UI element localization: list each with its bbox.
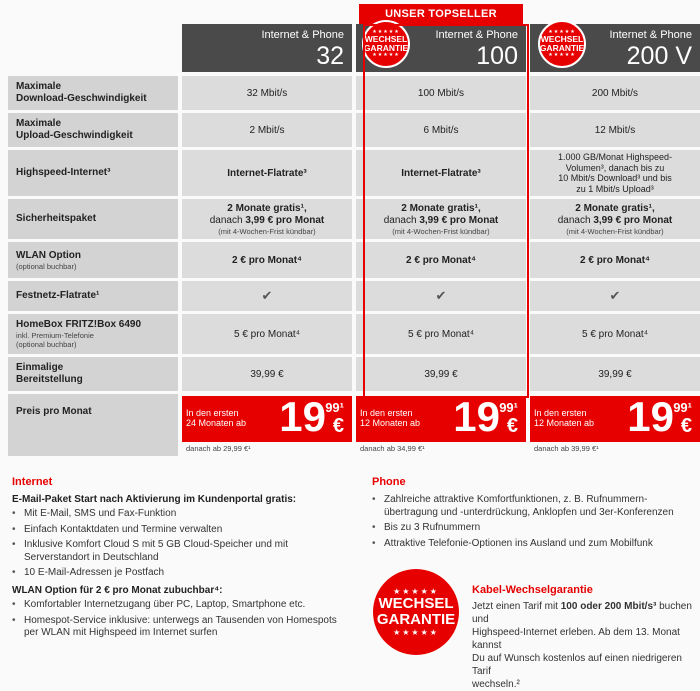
cell-value (182, 199, 352, 239)
cell-value: 6 Mbit/s (356, 113, 526, 147)
list-item: • Bis zu 3 Rufnummern (372, 522, 697, 535)
currency-symbol: € (332, 415, 344, 437)
cell-value: 2 Mbit/s (182, 113, 352, 147)
price-cents (325, 402, 344, 414)
cell-value: 100 Mbit/s (356, 76, 526, 110)
check-icon: ✔ (182, 281, 352, 311)
cell-value: 5 € pro Monat⁴ (182, 314, 352, 354)
text-line (472, 600, 698, 626)
plan-header-200v (530, 24, 700, 72)
item-line: Inklusive Komfort Cloud S mit 5 GB Cloud-Speicher und mit (24, 539, 288, 550)
cell-value: 32 Mbit/s (182, 76, 352, 110)
value-line: 1.000 GB/Monat Highspeed- (557, 152, 673, 162)
footnote-mark: ¹ (687, 400, 692, 415)
email-heading: E-Mail-Paket Start nach Aktivierung im Kundenportal gratis: (12, 494, 297, 505)
value-line: Volumen³, danach bis zu (565, 162, 665, 173)
cents-value: 99 (325, 400, 340, 415)
price-text-line: 24 Monaten ab (186, 418, 247, 428)
badge-line: GARANTIE (539, 43, 585, 53)
price-text-line: 12 Monaten ab (534, 418, 595, 428)
label-line: Download-Geschwindigkeit (16, 93, 147, 104)
label-line: WLAN Option (16, 249, 81, 261)
cell-value: 200 Mbit/s (530, 76, 700, 110)
kabel-text (472, 600, 698, 691)
row-label: Highspeed-Internet³ (8, 150, 178, 196)
list-item: • 10 E-Mail-Adressen je Postfach (12, 567, 352, 580)
label-line: Bereitstellung (16, 374, 83, 385)
item-line: Serverstandort in Deutschland (24, 551, 159, 563)
price-after: danach ab 39,99 €¹ (534, 444, 599, 453)
row-label (8, 242, 178, 278)
row-setup (8, 357, 700, 391)
plan-header-32 (182, 24, 352, 72)
row-label: Sicherheitspaket (8, 199, 178, 239)
footnote-mark: ¹ (339, 400, 344, 415)
price-after: danach ab 29,99 €¹ (186, 444, 251, 453)
price-euros: 19 (453, 393, 500, 440)
cell-value: 39,99 € (530, 357, 700, 391)
text-line: wechseln.² (472, 679, 520, 690)
row-label (8, 314, 178, 354)
price-euros: 19 (279, 393, 326, 440)
price-text (534, 408, 594, 428)
cell-value: 39,99 € (182, 357, 352, 391)
item-line: übertragung und -unterdrückung, Anklopfen und 3er-Konferenzen (384, 506, 674, 518)
label-note: (optional buchbar) (16, 340, 77, 349)
phone-title: Phone (372, 476, 406, 488)
list-item: • Komfortabler Internetzugang über PC, Laptop, Smartphone etc. (12, 599, 352, 612)
label-line: Einmalige (16, 362, 64, 373)
cell-value: 2 € pro Monat⁴ (356, 242, 526, 278)
text-line: Highspeed-Internet erleben. Ab dem 13. Monat kannst (472, 627, 680, 651)
plan-name: 200 V (626, 42, 692, 70)
item-line: Zahlreiche attraktive Komfortfunktionen, z. B. Rufnummern- (384, 494, 648, 505)
price-after: danach ab 34,99 €¹ (360, 444, 425, 453)
wechselgarantie-big-badge (373, 569, 459, 655)
price-text (360, 408, 420, 428)
list-item (12, 539, 352, 564)
wlan-heading: WLAN Option für 2 € pro Monat zubuchbar⁴: (12, 585, 223, 596)
stars-icon: ★★★★★ (372, 52, 400, 58)
cell-value: 12 Mbit/s (530, 113, 700, 147)
badge-line: WECHSEL (378, 595, 454, 612)
price-box-32 (182, 392, 352, 458)
list-item (372, 494, 697, 519)
price-text-line: In den ersten (186, 408, 239, 418)
value-line: 3,99 € pro Monat (245, 214, 325, 226)
wlan-list (12, 599, 352, 643)
cell-value (530, 150, 700, 196)
label-line: Maximale (16, 118, 62, 129)
cell-value: 2 € pro Monat⁴ (530, 242, 700, 278)
stars-icon: ★★★★★ (372, 29, 400, 35)
row-upload (8, 113, 700, 147)
cell-value: 5 € pro Monat⁴ (530, 314, 700, 354)
list-item: • Mit E-Mail, SMS und Fax-Funktion (12, 508, 352, 521)
value-line: zu 1 Mbit/s Upload³ (576, 183, 654, 194)
badge-line: GARANTIE (376, 611, 456, 628)
kabel-title: Kabel-Wechselgarantie (472, 584, 593, 596)
value-note: (mit 4-Wochen-Frist kündbar) (392, 226, 490, 236)
price-cents (673, 402, 692, 414)
phone-list (372, 494, 697, 553)
value-note: (mit 4-Wochen-Frist kündbar) (566, 226, 664, 236)
row-label: Festnetz-Flatrate¹ (8, 281, 178, 311)
currency-symbol: € (680, 415, 692, 437)
label-note: inkl. Premium-Telefonie (16, 331, 94, 340)
row-security (8, 199, 700, 239)
item-line: Homespot-Service inklusive: unterwegs an Tausenden von Homespots (24, 614, 337, 626)
cents-value: 99 (673, 400, 688, 415)
tariff-table (8, 0, 700, 460)
currency-symbol: € (506, 415, 518, 437)
value-line: danach (209, 214, 246, 226)
list-item (12, 615, 352, 640)
value-line: danach (557, 214, 594, 226)
row-homebox (8, 314, 700, 354)
value-line: danach (383, 214, 420, 226)
row-festnetz (8, 281, 700, 311)
topseller-banner: UNSER TOPSELLER (359, 4, 523, 24)
cell-value (530, 199, 700, 239)
cents-value: 99 (499, 400, 514, 415)
value-line: 10 Mbit/s Download³ und bis (558, 173, 672, 183)
cell-value: 5 € pro Monat⁴ (356, 314, 526, 354)
row-label (8, 357, 178, 391)
value-note: (mit 4-Wochen-Frist kündbar) (218, 226, 316, 236)
check-icon: ✔ (356, 281, 526, 311)
price-text-line: In den ersten (360, 408, 413, 418)
label-note: (optional buchbar) (16, 261, 77, 271)
item-line: per WLAN mit Highspeed im Internet surfen (24, 627, 218, 638)
price-panel (530, 393, 700, 442)
list-item: • Einfach Kontaktdaten und Termine verwalten (12, 524, 352, 537)
stars-icon: ★★★★★ (393, 587, 439, 596)
price-box-200v (530, 392, 700, 458)
badge-line: GARANTIE (363, 43, 409, 53)
badge-line: WECHSEL (540, 34, 584, 44)
cell-value: Internet-Flatrate³ (356, 150, 526, 196)
internet-list (12, 508, 352, 583)
wechselgarantie-badge (538, 20, 586, 68)
cell-value: 39,99 € (356, 357, 526, 391)
stars-icon: ★★★★★ (548, 52, 576, 58)
text-part: buchen und (472, 601, 692, 625)
row-download (8, 76, 700, 110)
price-panel (356, 393, 526, 442)
plan-subtitle: Internet & Phone (261, 29, 344, 41)
price-text-line: In den ersten (534, 408, 587, 418)
value-line: 2 Monate gratis¹, (227, 202, 307, 214)
row-highspeed (8, 150, 700, 196)
check-icon: ✔ (530, 281, 700, 311)
list-item: • Attraktive Telefonie-Optionen ins Ausland und zum Mobilfunk (372, 538, 697, 551)
plan-subtitle: Internet & Phone (435, 29, 518, 41)
text-part: 100 oder 200 Mbit/s³ (560, 601, 657, 612)
label-line: Maximale (16, 81, 62, 92)
stars-icon: ★★★★★ (393, 628, 439, 637)
plan-subtitle: Internet & Phone (609, 29, 692, 41)
price-panel (182, 393, 352, 442)
internet-title: Internet (12, 476, 53, 488)
topseller-frame (363, 24, 529, 398)
plan-name: 100 (476, 42, 518, 70)
row-wlan (8, 242, 700, 278)
price-text-line: 12 Monaten ab (360, 418, 421, 428)
cell-value: 2 € pro Monat⁴ (182, 242, 352, 278)
stars-icon: ★★★★★ (548, 29, 576, 35)
row-label: Preis pro Monat (8, 394, 178, 456)
price-euros: 19 (627, 393, 674, 440)
footnote-mark: ¹ (513, 400, 518, 415)
price-box-100 (356, 392, 526, 458)
badge-line: WECHSEL (364, 34, 408, 44)
value-line: 3,99 € pro Monat (419, 214, 499, 226)
price-cents (499, 402, 518, 414)
text-part: Jetzt einen Tarif mit (472, 601, 561, 612)
plan-name: 32 (316, 42, 344, 70)
price-text (186, 408, 246, 428)
row-label (8, 113, 178, 147)
label-line: Upload-Geschwindigkeit (16, 130, 133, 141)
value-line: 3,99 € pro Monat (593, 214, 673, 226)
cell-value: Internet-Flatrate³ (182, 150, 352, 196)
value-line: 2 Monate gratis¹, (401, 202, 481, 214)
text-line: Du auf Wunsch kostenlos auf einen niedrigeren Tarif (472, 653, 682, 677)
label-line: HomeBox FRITZ!Box 6490 (16, 319, 142, 330)
value-line: 2 Monate gratis¹, (575, 202, 655, 214)
row-label (8, 76, 178, 110)
